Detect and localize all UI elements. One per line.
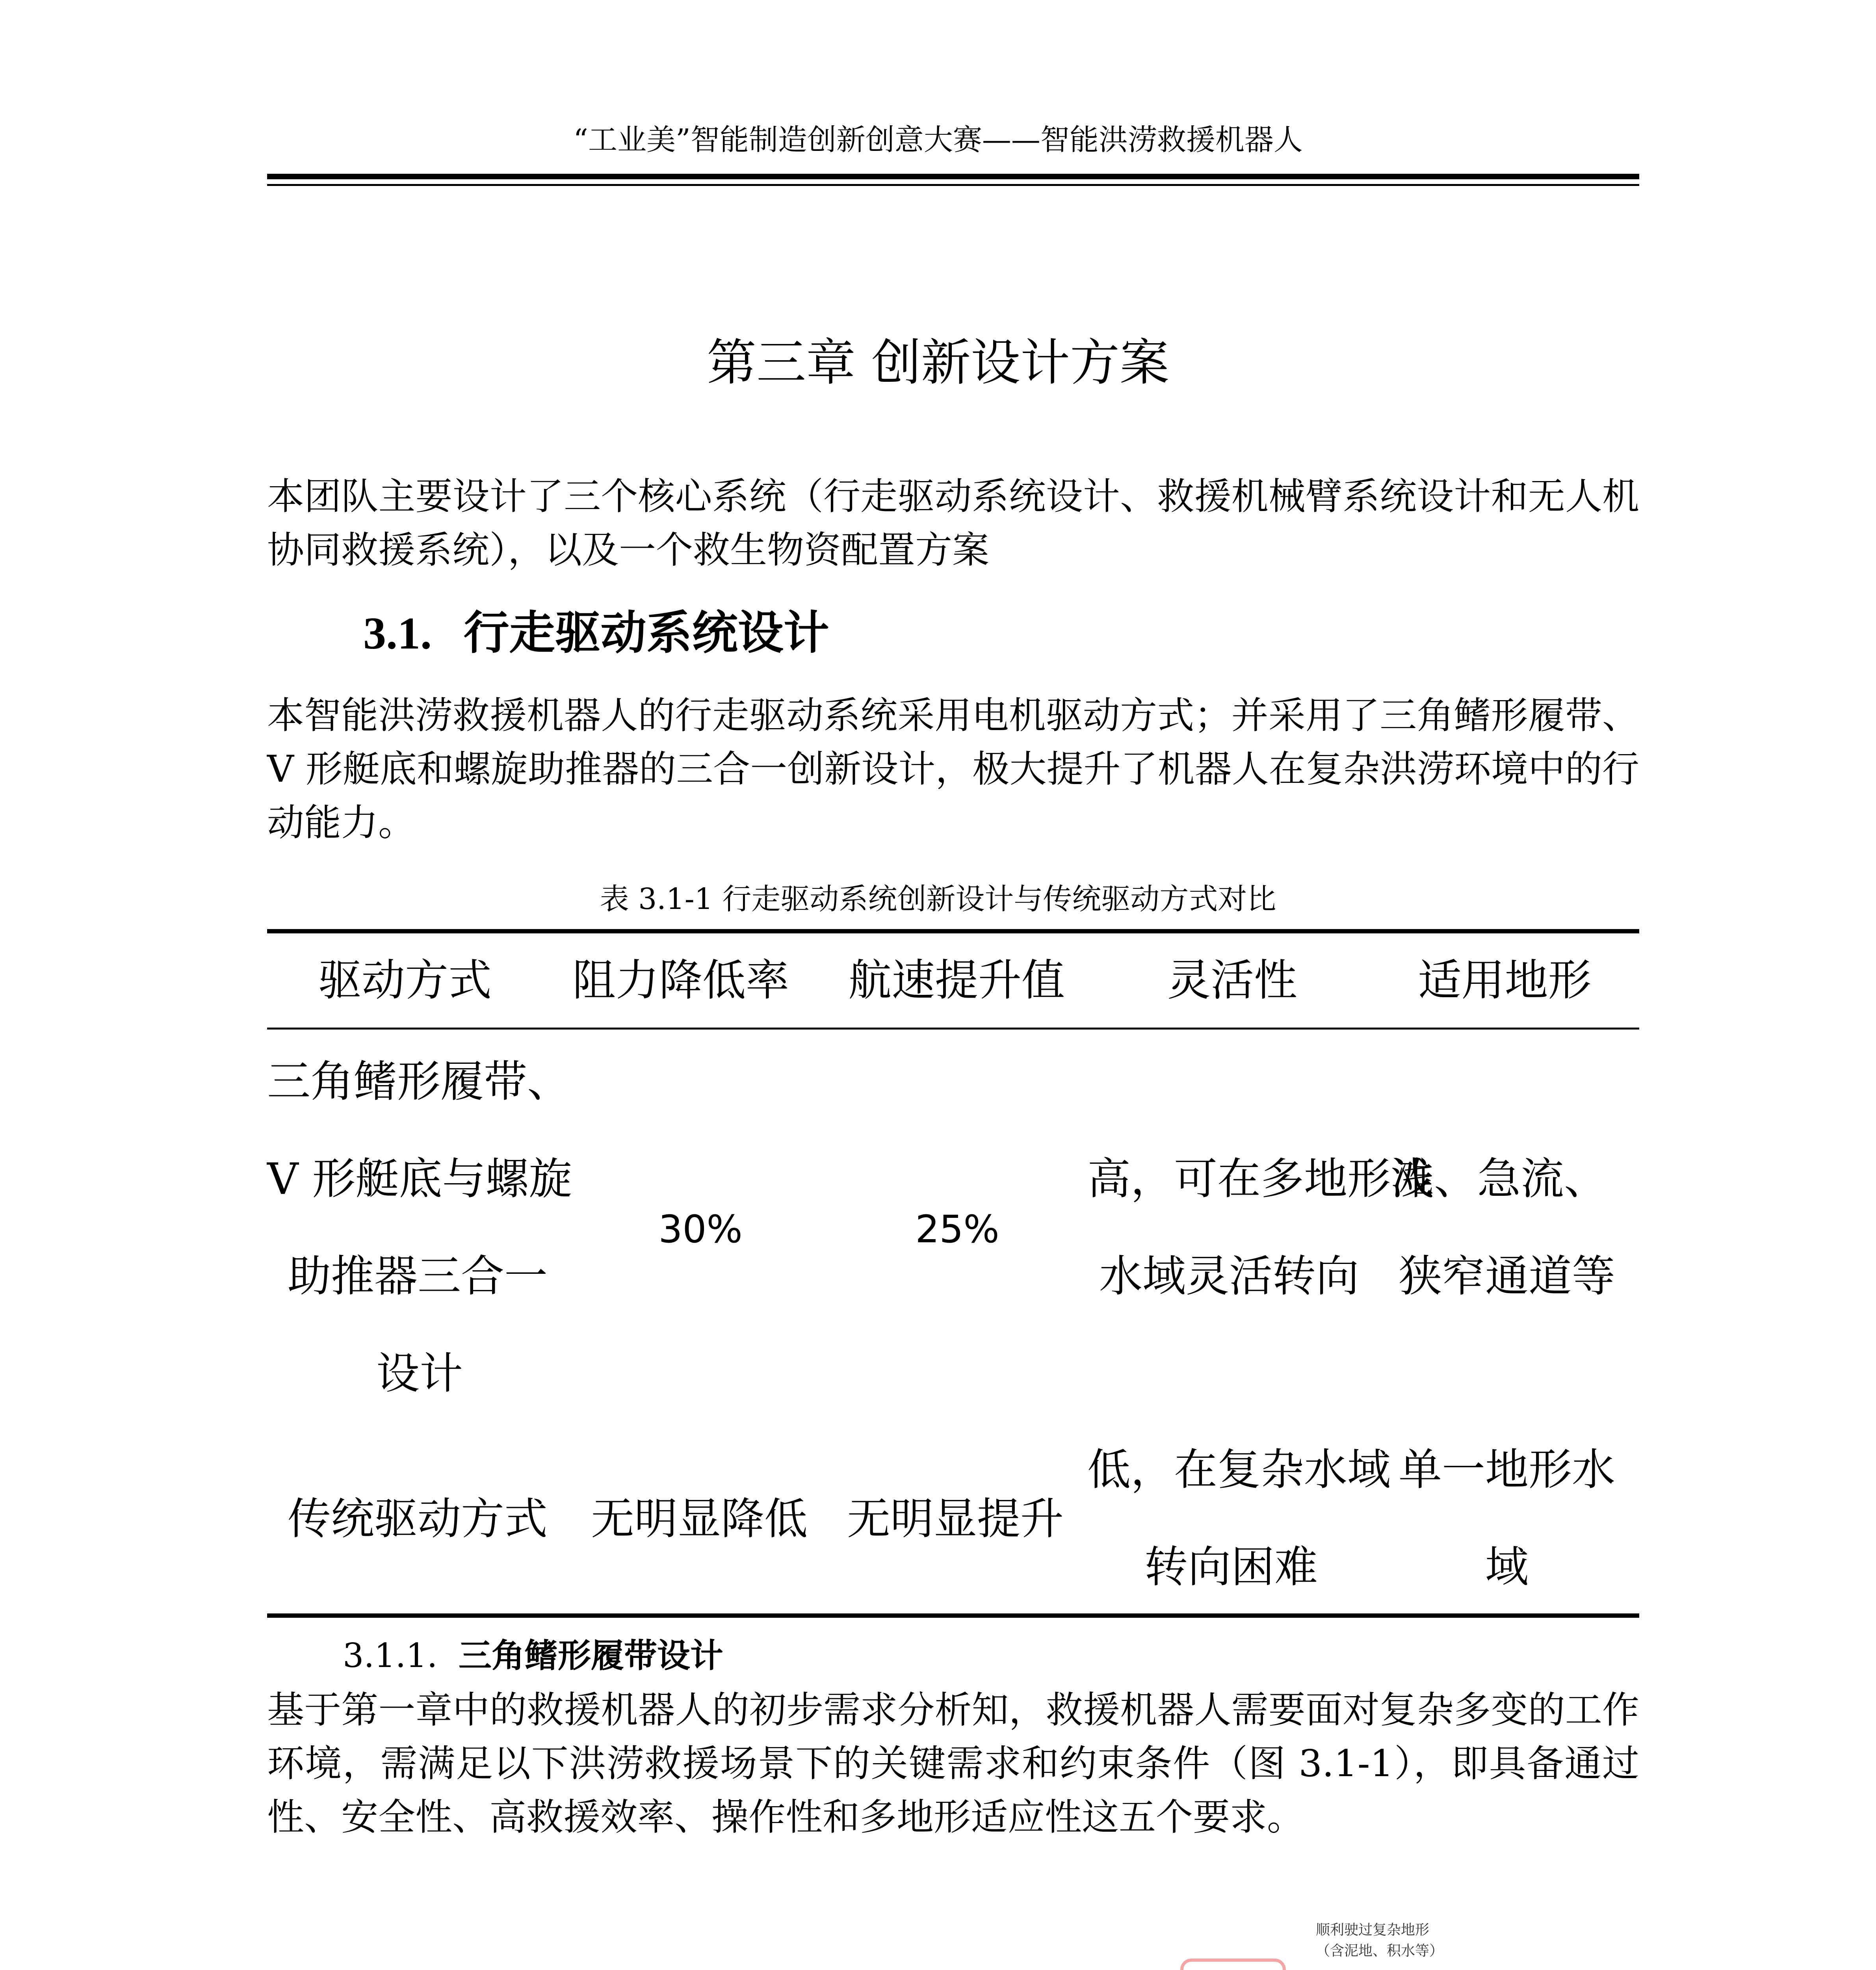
table-cell-speed: 25%: [915, 1207, 999, 1251]
running-header: “工业美”智能制造创新创意大赛——智能洪涝救援机器人: [573, 123, 1303, 157]
table-header-method: 驱动方式: [318, 955, 492, 1005]
table-cell-terrain-line: 单一地形水: [1399, 1444, 1615, 1495]
table-cell-method-line: V 形艇底与螺旋: [267, 1154, 572, 1204]
mindmap-note-passability: 顺利驶过复杂地形: [1316, 1922, 1430, 1938]
table-cell-drag: 30%: [658, 1207, 743, 1251]
table-cell-flex-line: 高，可在多地形浅: [1087, 1154, 1434, 1204]
intro-line: 本团队主要设计了三个核心系统（行走驱动系统设计、救援机械臂系统设计和无人机: [267, 475, 1639, 518]
section-heading: [363, 606, 829, 660]
section-number: 3.1.: [363, 608, 432, 659]
section-paragraph: [267, 689, 1639, 850]
subsection-line: 基于第一章中的救援机器人的初步需求分析知，救援机器人需要面对复杂多变的工作: [267, 1689, 1639, 1732]
intro-line: 协同救援系统），以及一个救生物资配置方案: [267, 529, 990, 572]
subsection-title: 三角鳍形履带设计: [458, 1636, 723, 1675]
intro-paragraph: [267, 470, 1639, 577]
table-cell-flex-line: 水域灵活转向: [1099, 1251, 1359, 1301]
table-cell-terrain-line: 滩、急流、: [1391, 1154, 1607, 1204]
table-cell-terrain-line: 域: [1485, 1542, 1529, 1592]
table-caption: 表 3.1-1 行走驱动系统创新设计与传统驱动方式对比: [600, 882, 1276, 916]
mindmap-figure: [276, 1915, 1635, 1970]
table-cell-method-line: 设计: [376, 1348, 463, 1399]
table-header-drag: 阻力降低率: [572, 955, 789, 1005]
table-bottom-rule: [267, 1613, 1639, 1618]
mindmap-node-passability: [1182, 1960, 1284, 1970]
table-cell-flex-line: 转向困难: [1144, 1542, 1318, 1592]
subsection-line: 性、安全性、高救援效率、操作性和多地形适应性这五个要求。: [267, 1796, 1304, 1839]
subsection-paragraph: [267, 1684, 1639, 1844]
subsection-heading: [343, 1636, 723, 1675]
section-line: 本智能洪涝救援机器人的行走驱动系统采用电机驱动方式；并采用了三角鳍形履带、: [267, 694, 1639, 737]
section-line: V 形艇底和螺旋助推器的三合一创新设计，极大提升了机器人在复杂洪涝环境中的行: [267, 748, 1639, 791]
table-cell-method: 传统驱动方式: [288, 1494, 548, 1544]
subsection-number: 3.1.1.: [343, 1636, 438, 1675]
table-header-flex: 灵活性: [1167, 955, 1297, 1005]
header-rule-thin: [267, 184, 1639, 186]
section-line: 动能力。: [267, 801, 416, 844]
table-cell-flex-line: 低，在复杂水域: [1087, 1444, 1391, 1495]
table-top-rule: [267, 929, 1639, 933]
table-cell-method-line: 助推器三合一: [288, 1251, 548, 1301]
subsection-line: 环境，需满足以下洪涝救援场景下的关键需求和约束条件（图 3.1-1），即具备通过: [267, 1742, 1639, 1785]
table-header-rule: [267, 1028, 1639, 1030]
header-rule-thick: [267, 174, 1639, 179]
table-cell-speed: 无明显提升: [847, 1494, 1064, 1544]
chapter-title: 第三章 创新设计方案: [706, 334, 1170, 392]
table-cell-drag: 无明显降低: [591, 1494, 808, 1544]
table-header-terrain: 适用地形: [1418, 955, 1592, 1005]
table-cell-method-line: 三角鳍形履带、: [267, 1056, 570, 1107]
section-title: 行走驱动系统设计: [463, 606, 829, 660]
table-cell-terrain-line: 狭窄通道等: [1399, 1251, 1615, 1301]
mindmap-note-passability: （含泥地、积水等）: [1316, 1943, 1444, 1959]
table-header-speed: 航速提升值: [848, 955, 1065, 1005]
